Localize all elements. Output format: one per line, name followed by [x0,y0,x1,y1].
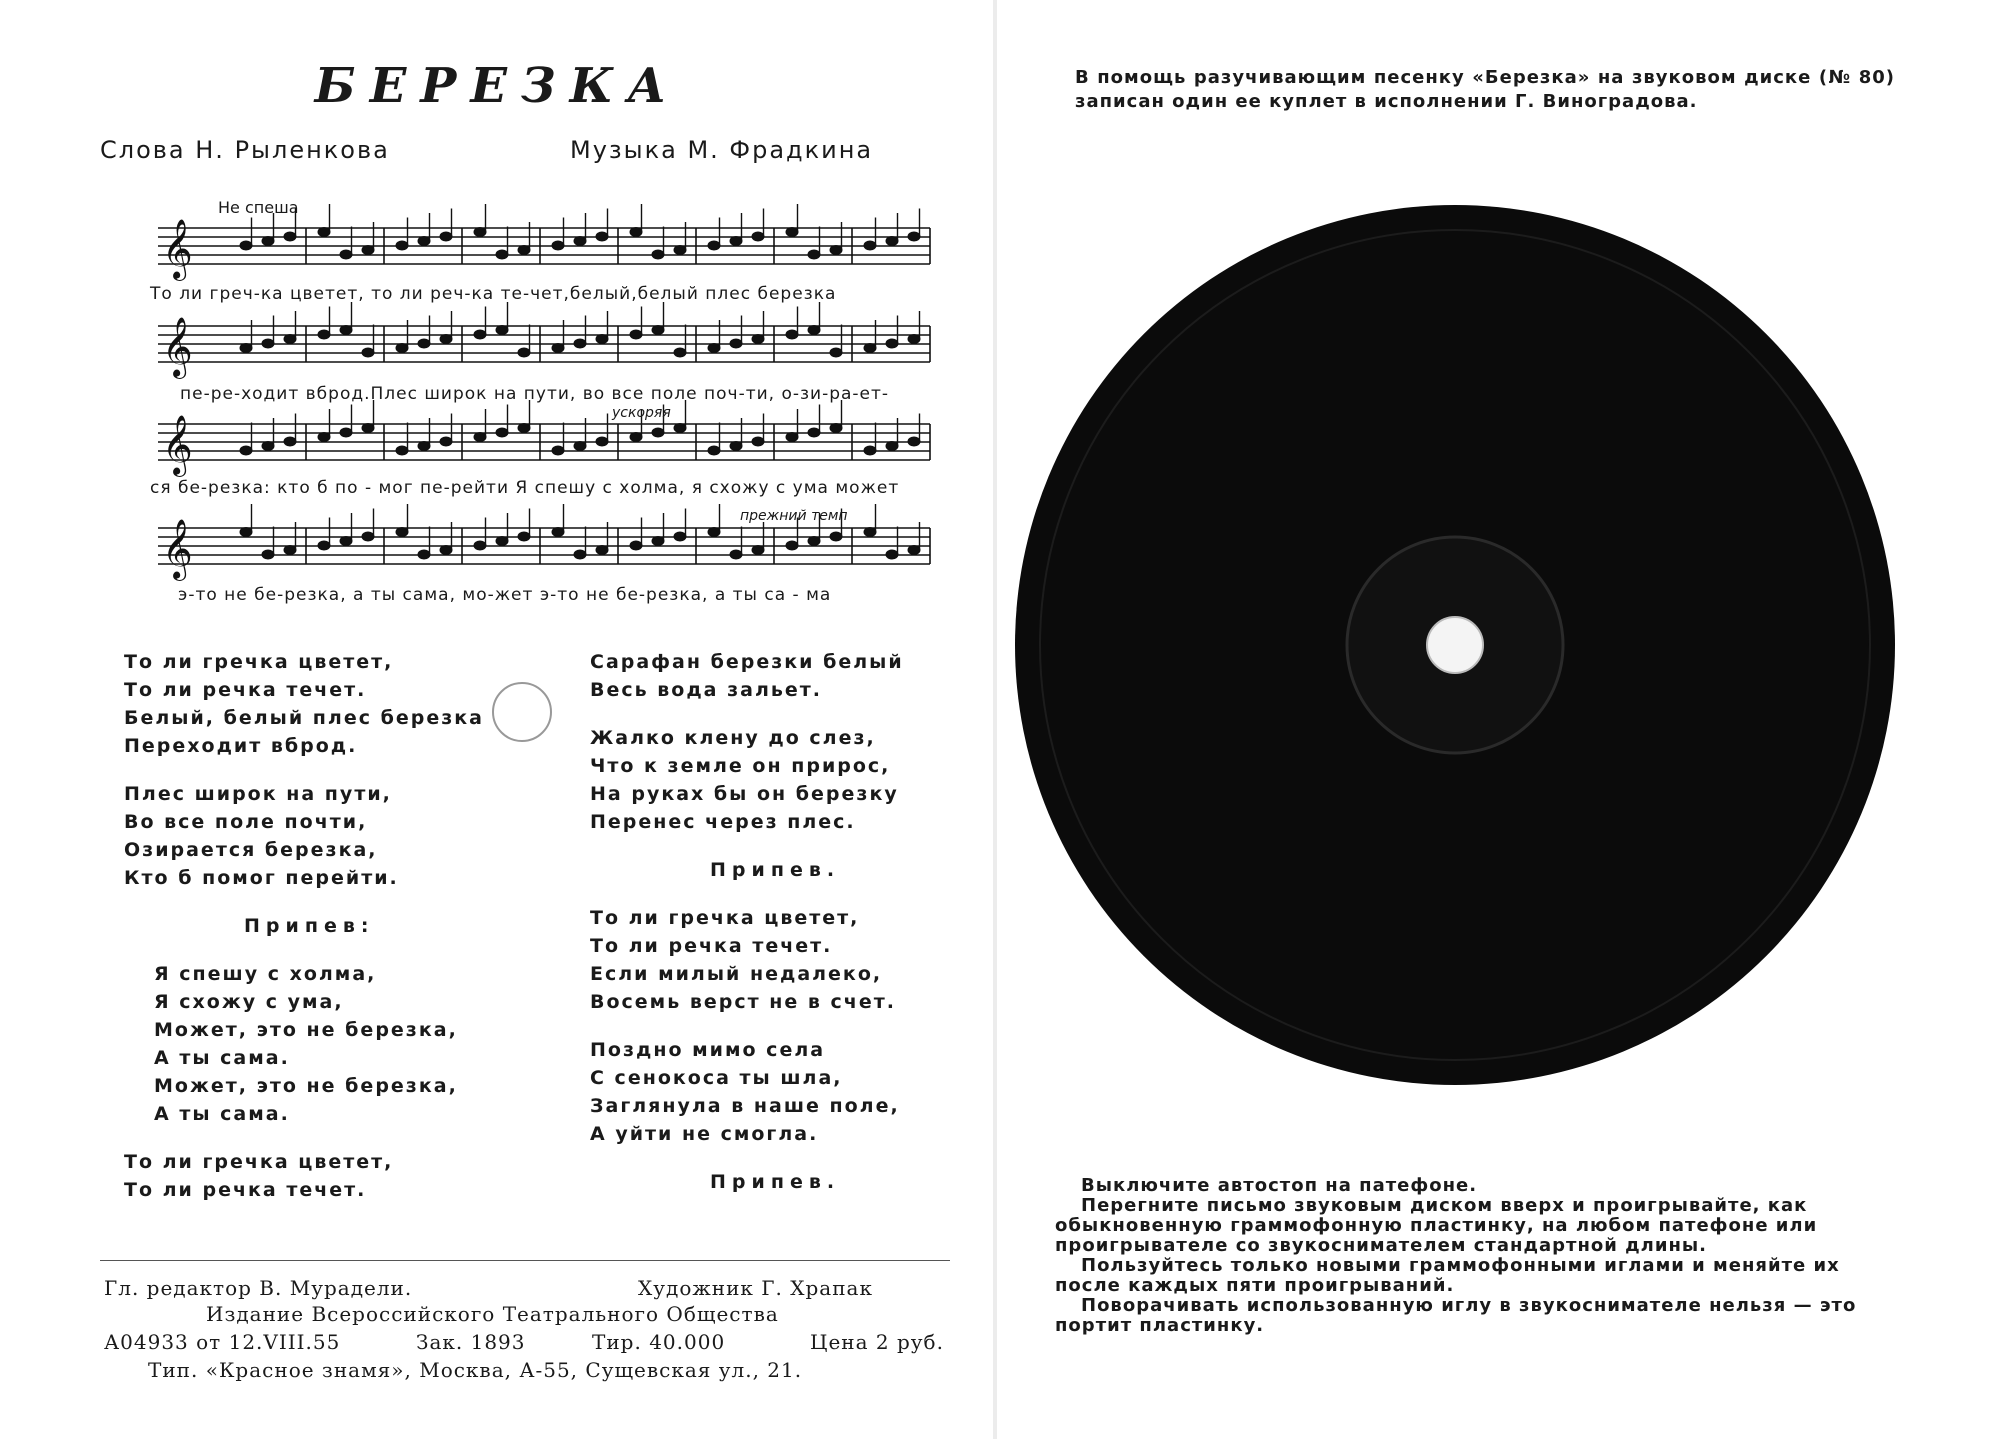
verse-line: А уйти не смогла. [590,1123,819,1145]
note-head [630,433,642,442]
verse-line: Восемь верст не в счет. [590,991,896,1013]
note-head [752,232,764,241]
note-head [496,326,508,335]
note-head [240,241,252,250]
note-head [284,232,296,241]
note-head [652,326,664,335]
note-head [630,330,642,339]
sheet-music [0,0,995,620]
verse-line: Если милый недалеко, [590,963,883,985]
note-head [908,546,920,555]
verse-line: То ли речка течет. [124,1179,367,1201]
note-head [830,424,842,433]
verse-line: То ли гречка цветет, [124,1151,394,1173]
composer-credit: Музыка М. Фрадкина [570,136,874,164]
verse-line: То ли гречка цветет, [590,907,860,929]
note-head [396,528,408,537]
note-head [474,541,486,550]
note-head [864,241,876,250]
note-head [752,546,764,555]
note-head [808,250,820,259]
note-head [318,433,330,442]
note-head [808,326,820,335]
instruction-paragraph: Выключите автостоп на патефоне. [1081,1175,1478,1196]
note-head [730,237,742,246]
catalog-code: А04933 от 12.VIII.55 [104,1330,341,1354]
note-head [496,537,508,546]
note-head [786,433,798,442]
note-head [730,550,742,559]
note-head [596,232,608,241]
note-head [284,437,296,446]
verse-line: На руках бы он березку [590,783,899,805]
note-head [474,330,486,339]
footer-divider [100,1260,950,1261]
note-head [574,550,586,559]
verse-line: Во все поле почти, [124,811,368,833]
note-head [596,335,608,344]
note-head [808,537,820,546]
note-head [340,428,352,437]
note-head [396,446,408,455]
note-head [318,228,330,237]
verse-line: Может, это не березка, [154,1075,458,1097]
note-head [730,442,742,451]
note-head [708,241,720,250]
verse-line: Я спешу с холма, [154,963,377,985]
note-head [674,348,686,357]
note-head [708,446,720,455]
sound-disc[interactable] [1015,205,1895,1085]
note-head [362,348,374,357]
note-head [418,550,430,559]
tempo-marking: Не спеша [218,198,299,217]
print-run: Тир. 40.000 [592,1330,726,1354]
note-head [240,446,252,455]
verse-line: Что к земле он прирос, [590,755,891,777]
instruction-paragraph: Перегните письмо звуковым диском вверх и проигрывайте, как обыкновенную граммофонную пластинку, на любом патефоне или проигрывателе со звукоснимателем стандартной длины. [1055,1195,1818,1256]
verse-line: То ли гречка цветет, [124,651,394,673]
note-head [652,250,664,259]
note-head [630,228,642,237]
note-head [708,528,720,537]
note-head [362,424,374,433]
note-head [574,237,586,246]
note-head [864,446,876,455]
note-head [574,339,586,348]
note-head [886,339,898,348]
instruction-paragraph: Пользуйтесь только новыми граммофонными иглами и меняйте их после каждых пяти проигрываний. [1055,1255,1840,1296]
note-head [240,528,252,537]
note-head [440,232,452,241]
note-head [362,246,374,255]
treble-clef-icon: 𝄞 [162,519,193,579]
note-head [340,537,352,546]
note-head [752,437,764,446]
note-head [808,428,820,437]
note-head [786,330,798,339]
accelerando-mark: ускоряя [612,405,671,421]
editor-credit: Гл. редактор В. Мурадели. [104,1276,413,1300]
note-head [396,344,408,353]
intro-text: В помощь разучивающим песенку «Березка» на звуковом диске (№ 80) записан один ее куплет в исполнении Г. Виноградова. [1075,67,1895,112]
note-head [284,546,296,555]
note-head [340,326,352,335]
note-head [240,344,252,353]
verse-line: Я схожу с ума, [154,991,344,1013]
staff-lyric-line: пе-ре-ходит вброд.Плес широк на пути, во все поле поч-ти, о-зи-ра-ет- [180,384,890,404]
note-head [786,541,798,550]
note-head [552,241,564,250]
note-head [908,335,920,344]
verse-line: То ли речка течет. [124,679,367,701]
note-head [552,344,564,353]
note-head [552,528,564,537]
verse-line: Поздно мимо села [590,1039,826,1061]
note-head [596,546,608,555]
note-head [786,228,798,237]
note-head [262,237,274,246]
note-head [474,228,486,237]
note-head [552,446,564,455]
tempo-primo-mark: прежний темп [740,508,848,524]
verse-line: Белый, белый плес березка [124,707,484,729]
verse-line: А ты сама. [154,1103,290,1125]
verse-line: Перенес через плес. [590,811,856,833]
note-head [830,348,842,357]
note-head [886,442,898,451]
verse-line: А ты сама. [154,1047,290,1069]
note-head [674,424,686,433]
staff-lyric-line: ся бе-резка: кто б по - мог пе-рейти Я спешу с холма, я схожу с ума может [150,478,900,498]
note-head [262,550,274,559]
note-head [886,237,898,246]
note-head [864,528,876,537]
note-head [830,246,842,255]
note-head [418,237,430,246]
note-head [518,348,530,357]
lyricist-credit: Слова Н. Рыленкова [100,136,390,164]
refrain-label: Припев. [710,1171,841,1193]
note-head [440,335,452,344]
verse-line: Переходит вброд. [124,735,358,757]
verse-line: С сенокоса ты шла, [590,1067,843,1089]
staff-lyric-line: То ли греч-ка цветет, то ли реч-ка те-чет,белый,белый плес березка [150,284,837,304]
treble-clef-icon: 𝄞 [162,317,193,377]
verse-line: Плес широк на пути, [124,783,392,805]
note-head [630,541,642,550]
note-head [496,428,508,437]
verse-line: То ли речка течет. [590,935,833,957]
verse-line: Может, это не березка, [154,1019,458,1041]
note-head [262,442,274,451]
note-head [674,246,686,255]
note-head [596,437,608,446]
punch-hole [492,682,552,742]
note-head [908,437,920,446]
note-head [318,541,330,550]
sound-disc-page [995,0,2000,1439]
artist-credit: Художник Г. Храпак [638,1276,873,1300]
note-head [284,335,296,344]
note-head [440,437,452,446]
staff-lyric-line: э-то не бе-резка, а ты сама, мо-жет э-то не бе-резка, а ты са - ма [178,585,832,605]
verse-line: Заглянула в наше поле, [590,1095,900,1117]
song-sheet-page [0,0,995,1439]
instruction-paragraph: Поворачивать использованную иглу в звукоснимателе нельзя — это портит пластинку. [1055,1295,1857,1336]
disc-spindle-hole [1427,617,1483,673]
verse-line: Сарафан березки белый [590,651,904,673]
note-head [674,532,686,541]
publisher-line: Издание Всероссийского Театрального Общества [206,1302,779,1326]
song-title: БЕРЕЗКА [314,58,681,114]
note-head [652,428,664,437]
note-head [652,537,664,546]
note-head [474,433,486,442]
verses-left-column [124,648,484,1204]
note-head [830,532,842,541]
verse-line: Весь вода зальет. [590,679,823,701]
treble-clef-icon: 𝄞 [162,219,193,279]
note-head [340,250,352,259]
refrain-label: Припев: [244,915,375,937]
note-head [574,442,586,451]
verses-right-column [590,648,904,1196]
printer-line: Тип. «Красное знамя», Москва, А-55, Сущевская ул., 21. [148,1358,803,1382]
verse-line: Жалко клену до слез, [590,727,876,749]
verse-line: Озирается березка, [124,839,378,861]
note-head [752,335,764,344]
playback-instructions [1055,1176,1905,1336]
note-head [518,424,530,433]
refrain-label: Припев. [710,859,841,881]
note-head [708,344,720,353]
note-head [518,532,530,541]
verse-line: Кто б помог перейти. [124,867,399,889]
note-head [362,532,374,541]
note-head [440,546,452,555]
note-head [262,339,274,348]
note-head [418,442,430,451]
note-head [318,330,330,339]
note-head [886,550,898,559]
note-head [396,241,408,250]
note-head [864,344,876,353]
note-head [730,339,742,348]
note-head [418,339,430,348]
price: Цена 2 руб. [810,1330,944,1354]
note-head [518,246,530,255]
note-head [496,250,508,259]
note-head [908,232,920,241]
order-number: Зак. 1893 [416,1330,526,1354]
treble-clef-icon: 𝄞 [162,415,193,475]
